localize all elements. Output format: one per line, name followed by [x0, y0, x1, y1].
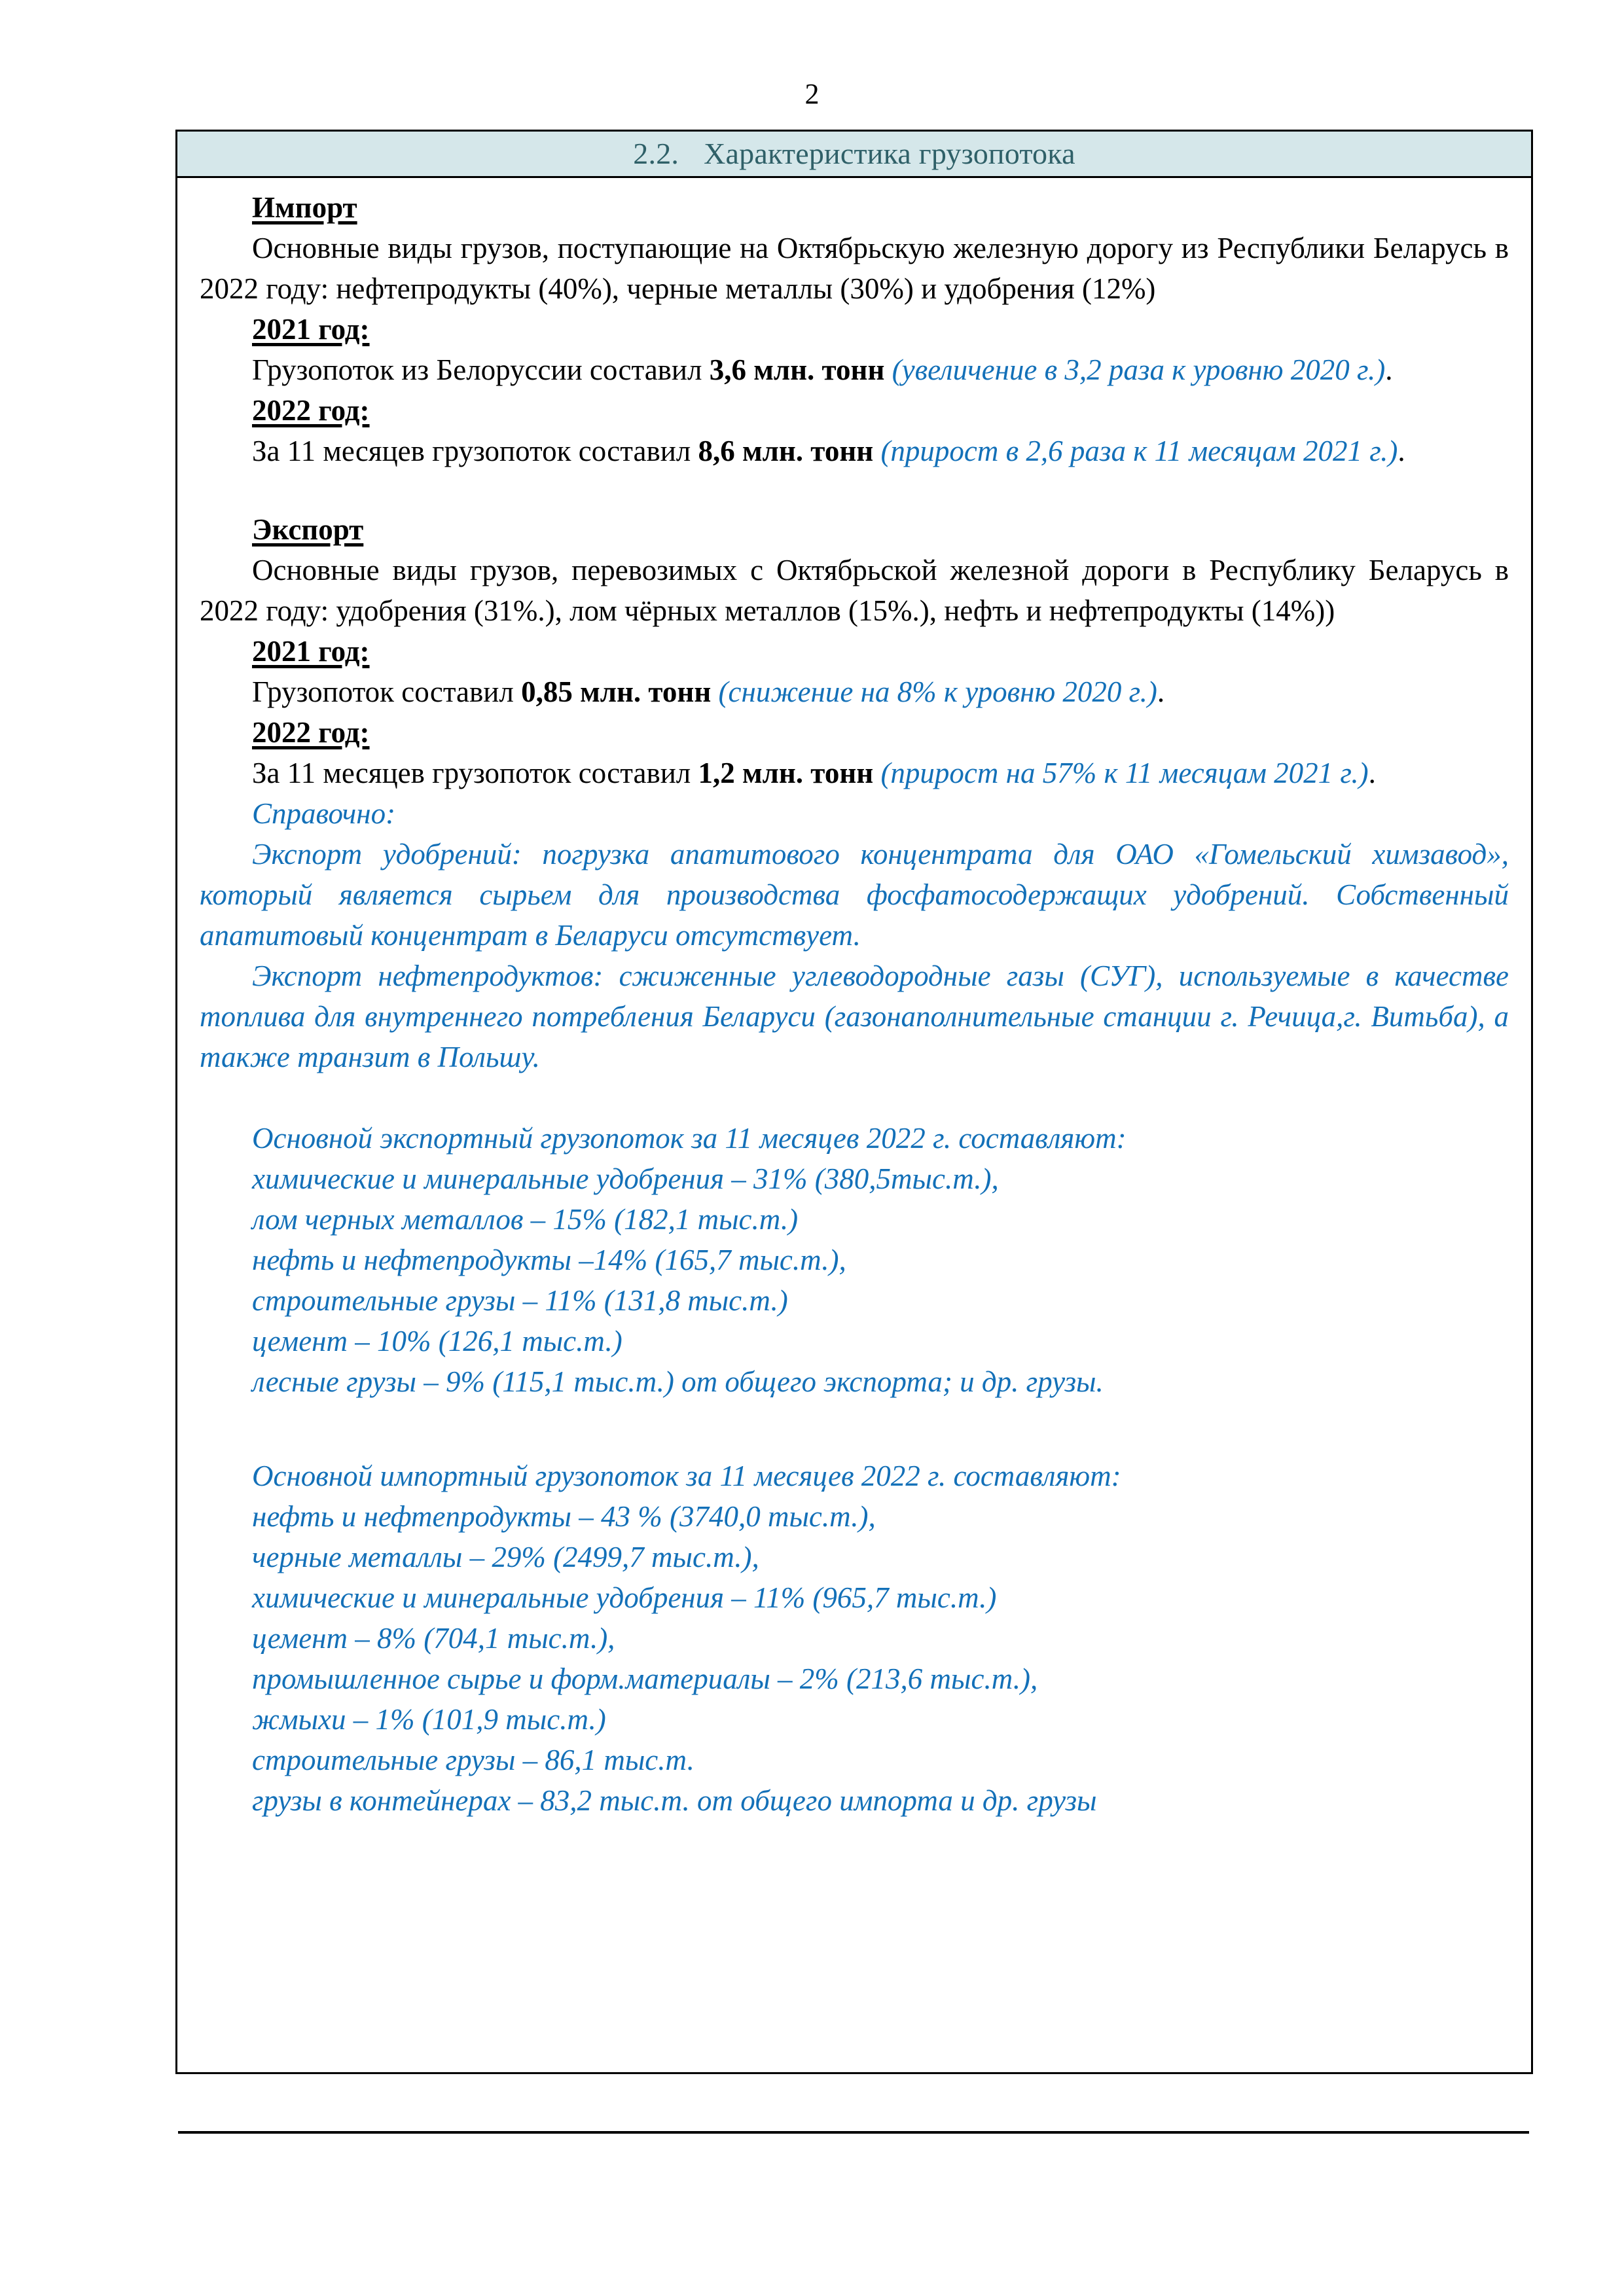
import-2021-tail: .: [1385, 353, 1393, 386]
export-2021-label: 2021 год:: [252, 635, 370, 668]
list-item: лесные грузы – 9% (115,1 тыс.т.) от общего экспорта; и др. грузы.: [252, 1365, 1104, 1398]
list-item: нефть и нефтепродукты –14% (165,7 тыс.т.),: [252, 1244, 846, 1276]
export-intro-paragraph: Основные виды грузов, перевозимых с Октябрьской железной дороги в Республику Беларусь в 2022 году: удобрения (31%.), лом чёрных металлов (15%.), нефть и нефтепродукты (14%)): [200, 554, 1509, 627]
import-2022-value: 8,6 млн. тонн: [698, 435, 874, 467]
export-2022-tail: .: [1368, 757, 1376, 789]
page-number: 2: [804, 78, 820, 110]
list-item: химические и минеральные удобрения – 11% (965,7 тыс.т.): [252, 1581, 997, 1614]
import-intro-paragraph: Основные виды грузов, поступающие на Октябрьскую железную дорогу из Республики Беларусь в 2022 году: нефтепродукты (40%), черные металлы (30%) и удобрения (12%): [200, 232, 1509, 305]
spacer-import-export: [200, 471, 1509, 509]
export-2022-label: 2022 год:: [252, 716, 370, 749]
import-2021-note: (увеличение в 3,2 раза к уровню 2020 г.): [884, 353, 1386, 386]
footer-rule: [178, 2131, 1529, 2134]
export-2022-prefix: За 11 месяцев грузопоток составил: [252, 757, 698, 789]
import-2022-note: (прирост в 2,6 раза к 11 месяцам 2021 г.): [873, 435, 1398, 467]
export-list-block: [200, 1118, 1509, 1402]
reference-label: Справочно:: [252, 797, 396, 830]
list-item: строительные грузы – 11% (131,8 тыс.т.): [252, 1284, 788, 1317]
import-list-title: Основной импортный грузопоток за 11 месяцев 2022 г. составляют:: [252, 1460, 1121, 1492]
import-2022-prefix: За 11 месяцев грузопоток составил: [252, 435, 698, 467]
export-2021-tail: .: [1157, 675, 1165, 708]
export-2021-value: 0,85 млн. тонн: [521, 675, 712, 708]
list-item: жмыхи – 1% (101,9 тыс.т.): [252, 1703, 606, 1736]
export-2021-prefix: Грузопоток составил: [252, 675, 522, 708]
document-body: [177, 178, 1531, 2072]
spacer-between-lists: [200, 1402, 1509, 1443]
reference-oil-paragraph: Экспорт нефтепродуктов: сжиженные углеводородные газы (СУГ), используемые в качестве топлива для внутреннего потребления Беларуси (газонаполнительные станции г. Речица,г. Витьба), а также транзит в Польшу.: [200, 960, 1509, 1073]
import-list-block: [200, 1456, 1509, 1821]
export-2021-note: (снижение на 8% к уровню 2020 г.): [711, 675, 1157, 708]
list-item: промышленное сырье и форм.материалы – 2% (213,6 тыс.т.),: [252, 1662, 1038, 1695]
export-2021-paragraph: [200, 672, 1509, 712]
list-item: грузы в контейнерах – 83,2 тыс.т. от общего импорта и др. грузы: [252, 1784, 1097, 1817]
section-header-bar: [177, 132, 1531, 178]
list-item: цемент – 8% (704,1 тыс.т.),: [252, 1622, 615, 1655]
spacer-before-export-list: [200, 1077, 1509, 1118]
export-2022-value: 1,2 млн. тонн: [698, 757, 874, 789]
import-2021-prefix: Грузопоток из Белоруссии составил: [252, 353, 710, 386]
export-2022-note: (прирост на 57% к 11 месяцам 2021 г.): [873, 757, 1369, 789]
import-heading: [200, 187, 1509, 228]
import-2021-value: 3,6 млн. тонн: [709, 353, 885, 386]
list-item: цемент – 10% (126,1 тыс.т.): [252, 1325, 623, 1357]
import-2022-paragraph: [200, 431, 1509, 471]
import-2022-label: 2022 год:: [252, 394, 370, 427]
import-2022-tail: .: [1398, 435, 1405, 467]
import-2021-label: 2021 год:: [252, 313, 370, 346]
content-frame: [175, 130, 1533, 2074]
export-heading: [200, 509, 1509, 550]
list-item: строительные грузы – 86,1 тыс.т.: [252, 1744, 695, 1776]
import-heading-label: Импорт: [252, 191, 357, 224]
export-list-title: Основной экспортный грузопоток за 11 месяцев 2022 г. составляют:: [252, 1122, 1127, 1155]
export-2022-paragraph: [200, 753, 1509, 793]
section-number: 2.2.: [633, 137, 679, 170]
reference-fertilizers-paragraph: Экспорт удобрений: погрузка апатитового концентрата для ОАО «Гомельский химзавод», который является сырьем для производства фосфатосодержащих удобрений. Собственный апатитовый концентрат в Беларуси отсутствует.: [200, 838, 1509, 952]
list-item: химические и минеральные удобрения – 31% (380,5тыс.т.),: [252, 1162, 999, 1195]
list-item: лом черных металлов – 15% (182,1 тыс.т.): [252, 1203, 799, 1236]
export-heading-label: Экспорт: [252, 513, 364, 546]
import-2021-paragraph: [200, 350, 1509, 390]
section-title: Характеристика грузопотока: [704, 137, 1075, 170]
list-item: нефть и нефтепродукты – 43 % (3740,0 тыс.т.),: [252, 1500, 876, 1533]
spacer-between-lists-extra: [200, 1443, 1509, 1456]
section-header-text: [177, 135, 1531, 172]
list-item: черные металлы – 29% (2499,7 тыс.т.),: [252, 1541, 759, 1573]
